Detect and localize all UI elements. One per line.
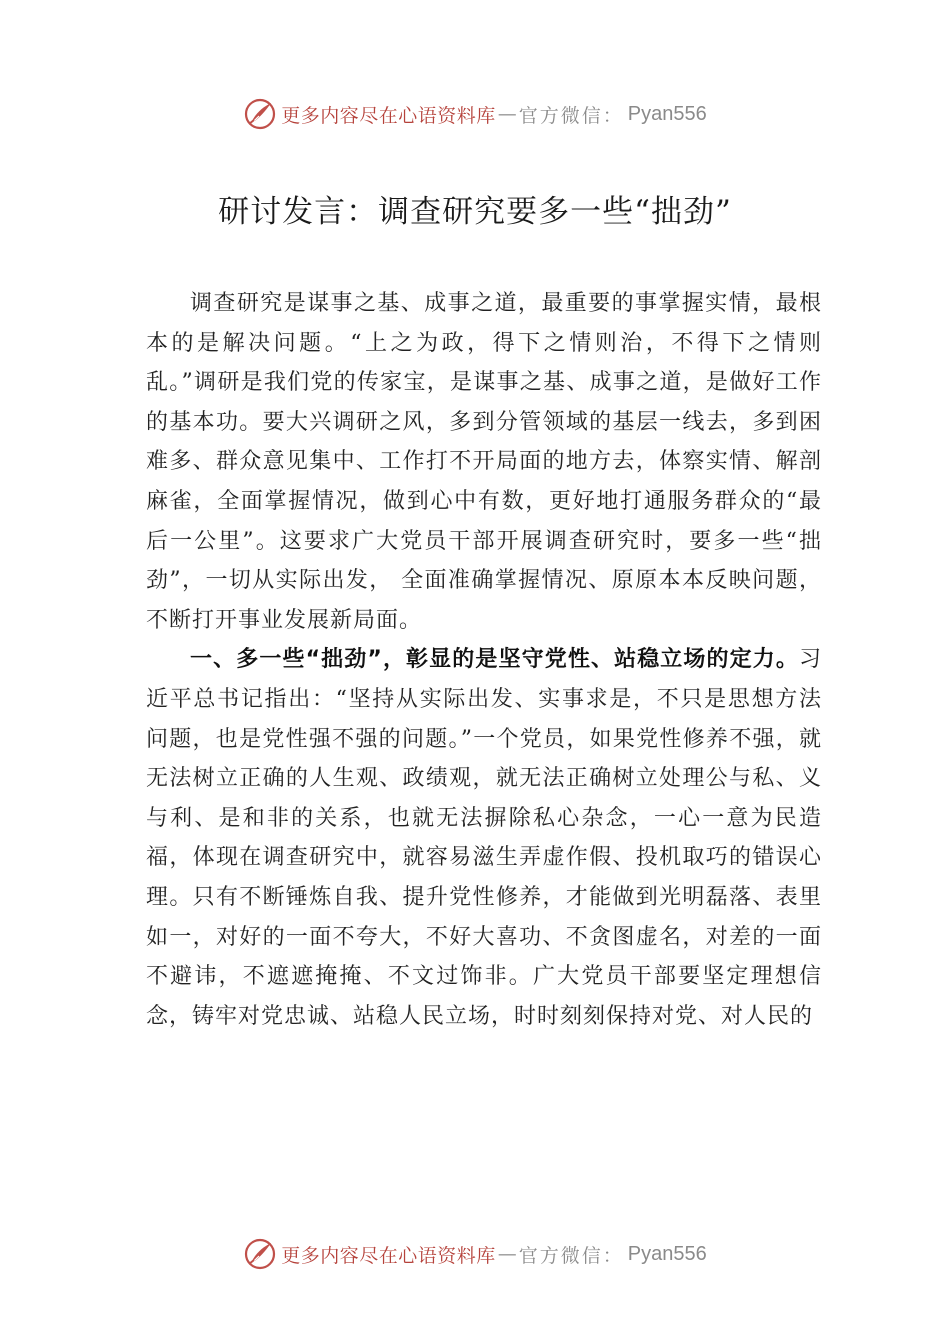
intro-paragraph: 调查研究是谋事之基、成事之道，最重要的事掌握实情，最根本的是解决问题。“上之为政，得下之情则治，不得下之情则乱。”调研是我们党的传家宝，是谋事之基、成事之道，是做好工作的基本功。要大兴调研之风，多到分管领域的基层一线去，多到困难多、群众意见集中、工作打不开局面的地方去，体察实情、解剖麻雀，全面掌握情况，做到心中有数，更好地打通服务群众的“最后一公里”。这要求广大党员干部开展调查研究时，要多一些“拙劲”，一切从实际出发， 全面准确掌握情况、原原本本反映问题，不断打开事业发展新局面。: [146, 291, 822, 633]
wechat-label: 官方微信：: [518, 1244, 624, 1267]
section-1-paragraph: [146, 640, 822, 1036]
banner-separator: —: [497, 103, 517, 125]
promo-text: 更多内容尽在心语资料库: [281, 1244, 496, 1267]
header-banner: [0, 96, 950, 132]
wechat-id: Pyan556: [627, 1242, 707, 1265]
banner-separator: —: [497, 1243, 517, 1265]
section-1-body: 习近平总书记指出：“坚持从实际出发、实事求是，不只是思想方法问题，也是党性强不强的问题。”一个党员，如果党性修养不强，就无法树立正确的人生观、政绩观，就无法正确树立处理公与私、义与利、是和非的关系，也就无法摒除私心杂念，一心一意为民造福，体现在调查研究中，就容易滋生弄虚作假、投机取巧的错误心理。只有不断锤炼自我、提升党性修养，才能做到光明磊落、表里如一，对好的一面不夸大，不好大喜功、不贪图虚名，对差的一面不避讳，不遮遮掩掩、不文过饰非。广大党员干部要坚定理想信念，铸牢对党忠诚、站稳人民立场，时时刻刻保持对党、对人民的: [146, 647, 822, 1029]
footer-banner: [0, 1236, 950, 1272]
promo-text: 更多内容尽在心语资料库: [281, 104, 496, 127]
section-1-heading: 一、多一些“拙劲”，彰显的是坚守党性、站稳立场的定力。: [190, 647, 799, 673]
quill-logo-icon: [243, 97, 277, 131]
document-body: [146, 284, 822, 1036]
wechat-label: 官方微信：: [518, 104, 624, 127]
document-title: 研讨发言：调查研究要多一些“拙劲”: [218, 194, 732, 230]
quill-logo-icon: [243, 1237, 277, 1271]
wechat-id: Pyan556: [627, 102, 707, 125]
